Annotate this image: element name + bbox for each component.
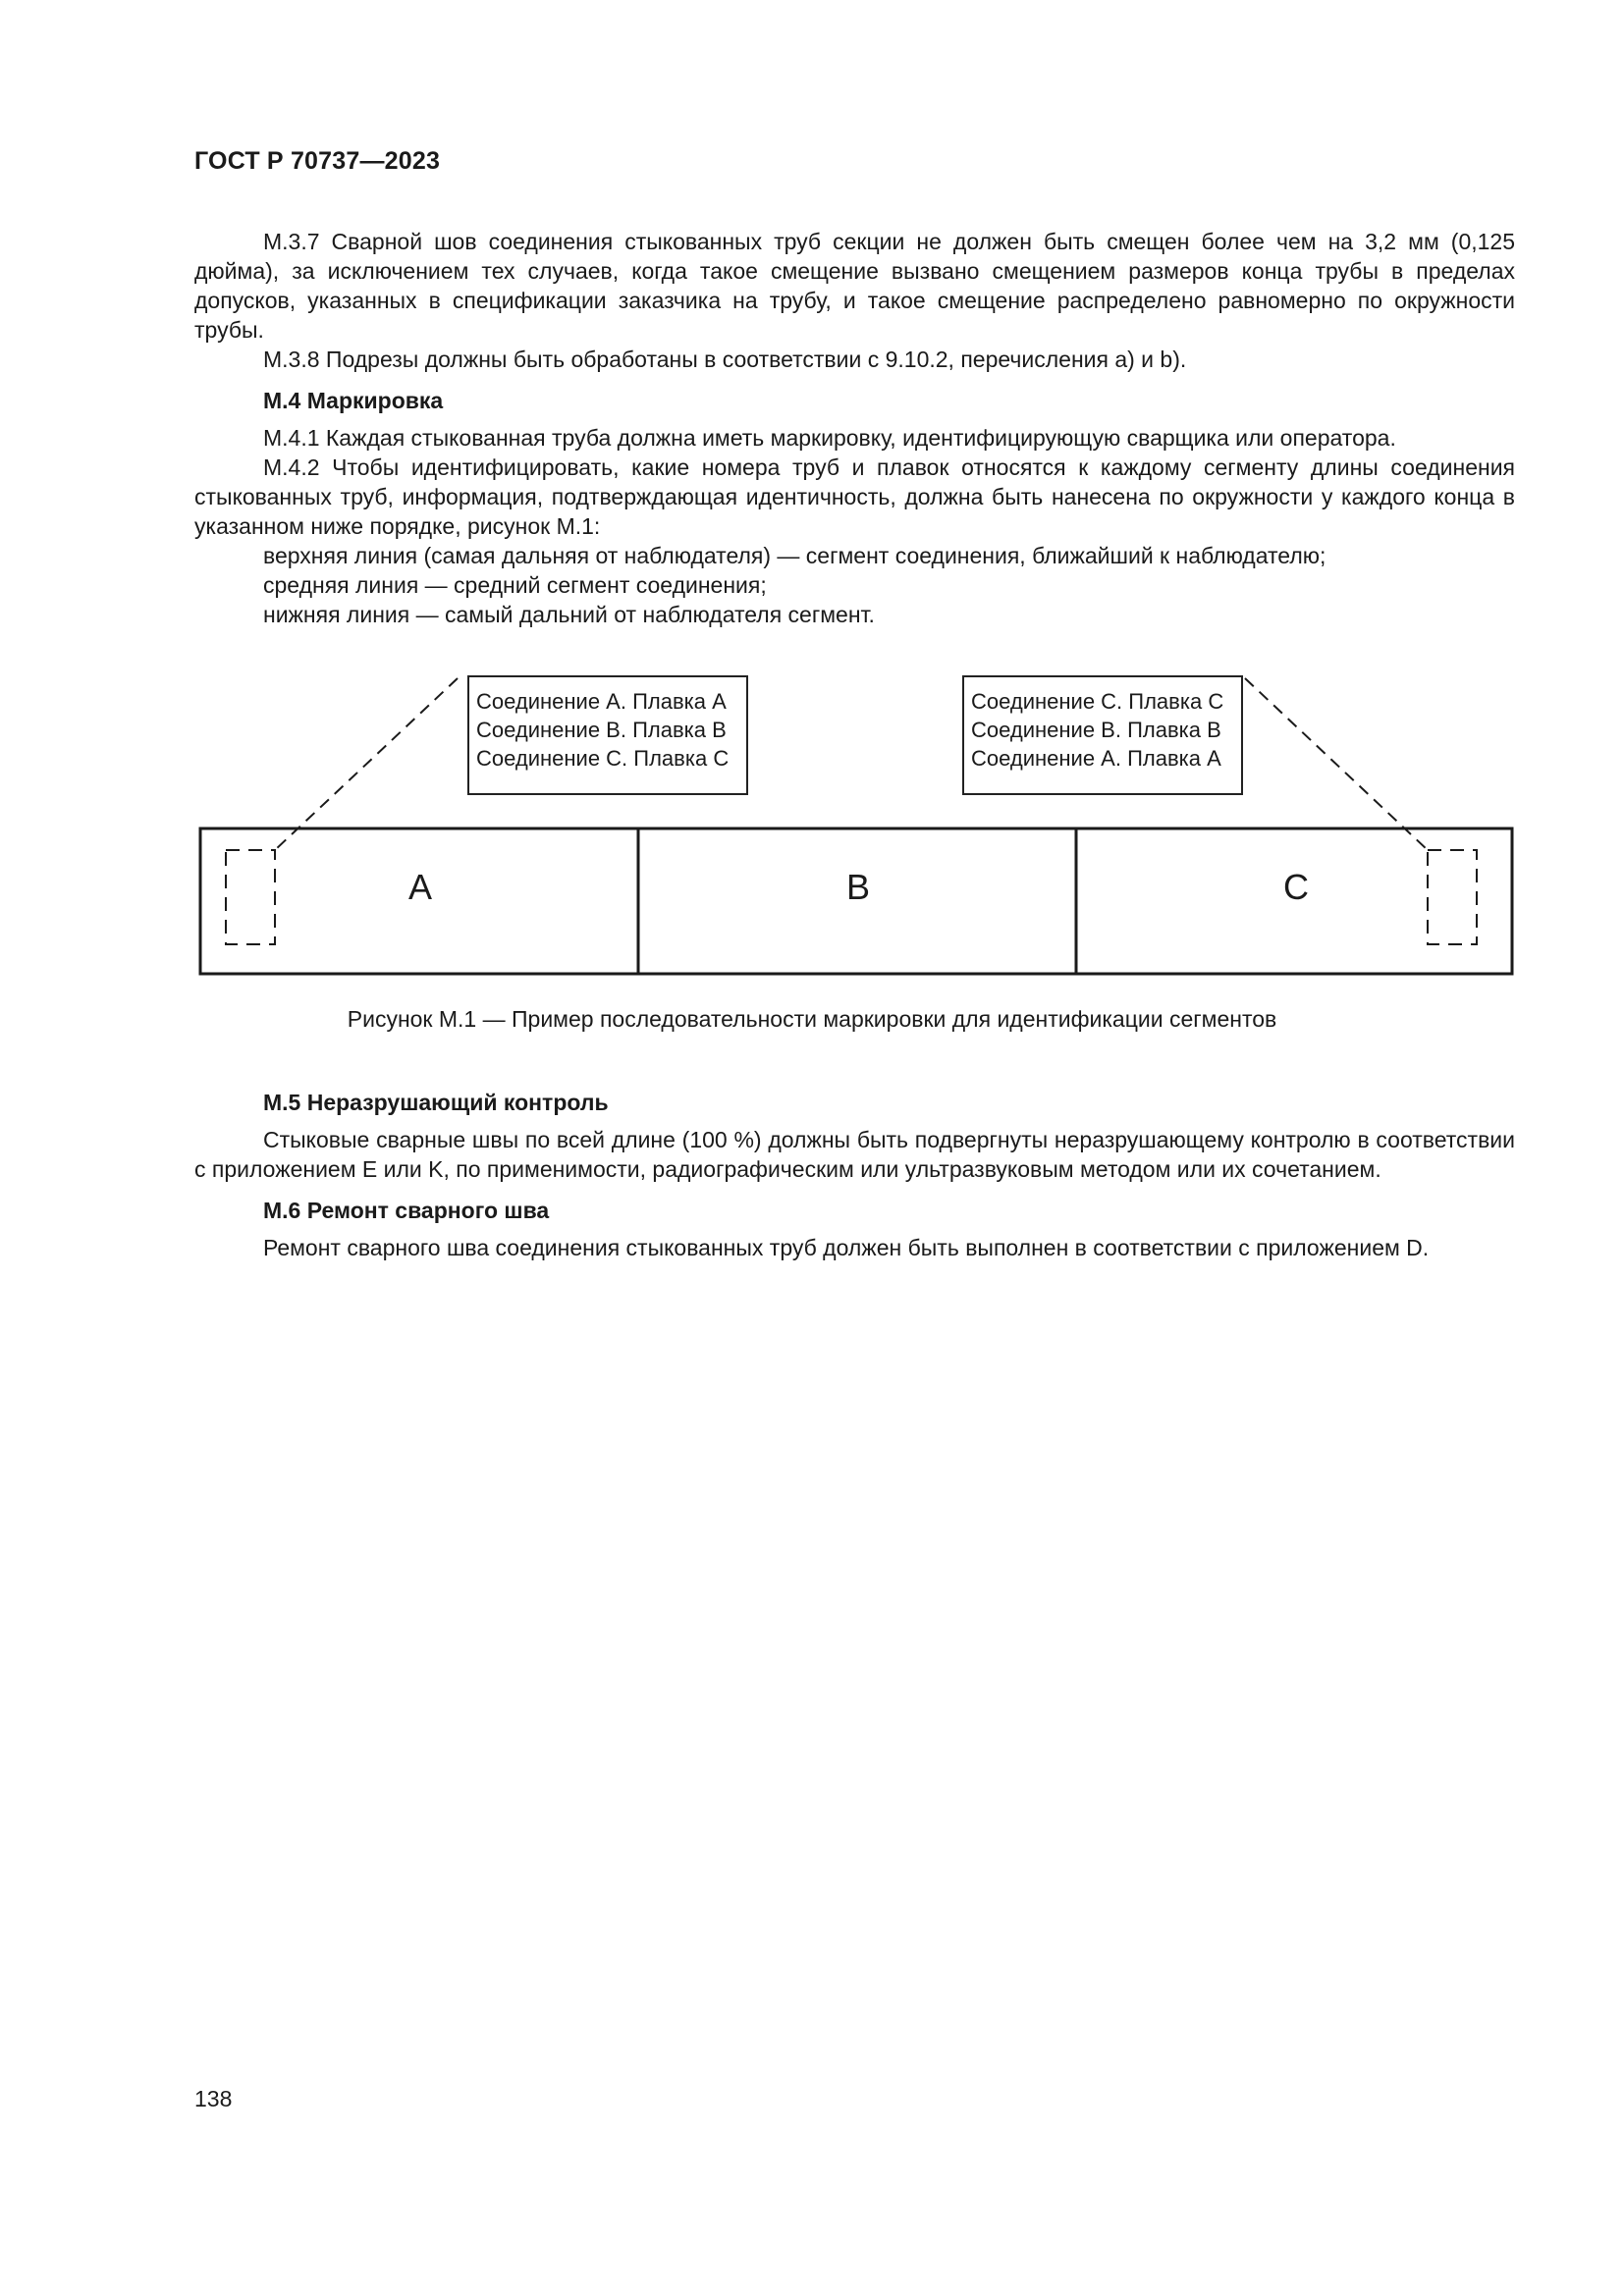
marking-line-top: верхняя линия (самая дальняя от наблюдателя) — сегмент соединения, ближайший к наблюдателю; [263, 543, 1326, 568]
left-label-line-3: Соединение С. Плавка С [476, 746, 730, 771]
paragraph-m4-1: М.4.1 Каждая стыкованная труба должна иметь маркировку, идентифицирующую сварщика или оператора. [263, 425, 1396, 451]
right-marking-area [1428, 850, 1477, 944]
left-marking-label [467, 675, 748, 795]
left-leader-line [275, 678, 458, 850]
upper-text-block [194, 227, 1515, 629]
section-heading-m6: М.6 Ремонт сварного шва [263, 1198, 550, 1223]
left-marking-area [226, 850, 275, 944]
left-label-line-1: Соединение А. Плавка А [476, 689, 727, 714]
document-header: ГОСТ Р 70737—2023 [194, 147, 441, 175]
right-label-line-1: Соединение С. Плавка С [971, 689, 1224, 714]
right-label-line-3: Соединение А. Плавка А [971, 746, 1221, 771]
figure-caption: Рисунок М.1 — Пример последовательности маркировки для идентификации сегментов [347, 1006, 1277, 1032]
section-heading-m4: М.4 Маркировка [263, 388, 444, 413]
right-marking-label [962, 675, 1243, 795]
figure-m1 [192, 666, 1520, 980]
left-label-line-2: Соединение В. Плавка В [476, 718, 727, 742]
paragraph-m5: Стыковые сварные швы по всей длине (100 %) должны быть подвергнуты неразрушающему контролю в соответствии с приложением Е или K, по применимости, радиографическим или ультразвуковым методом или их сочетанием. [194, 1127, 1515, 1182]
marking-line-middle: средняя линия — средний сегмент соединения; [263, 572, 767, 598]
page-number: 138 [194, 2086, 233, 2111]
pipe-diagram [192, 666, 1520, 980]
right-leader-line [1245, 678, 1428, 850]
section-heading-m5: М.5 Неразрушающий контроль [263, 1090, 609, 1115]
paragraph-m6: Ремонт сварного шва соединения стыкованных труб должен быть выполнен в соответствии с приложением D. [263, 1235, 1430, 1260]
lower-text-block [194, 1088, 1515, 1262]
segment-label-a: A [407, 867, 433, 907]
paragraph-m4-2: М.4.2 Чтобы идентифицировать, какие номера труб и плавок относятся к каждому сегменту длины соединения стыкованных труб, информация, подтверждающая идентичность, должна быть нанесена по окружности у каждого конца в указанном ниже порядке, рисунок М.1: [194, 454, 1515, 539]
marking-line-bottom: нижняя линия — самый дальний от наблюдателя сегмент. [263, 602, 875, 627]
paragraph-m3-8: М.3.8 Подрезы должны быть обработаны в соответствии с 9.10.2, перечисления а) и b). [263, 347, 1187, 372]
right-label-line-2: Соединение В. Плавка В [971, 718, 1221, 742]
segment-label-c: C [1283, 867, 1309, 907]
segment-label-b: B [845, 867, 871, 907]
paragraph-m3-7: М.3.7 Сварной шов соединения стыкованных труб секции не должен быть смещен более чем на 3,2 мм (0,125 дюйма), за исключением тех случаев, когда такое смещение вызвано смещением размеров конца трубы в пределах допусков, указанных в спецификации заказчика на трубу, и такое смещение распределено равномерно по окружности трубы. [194, 229, 1515, 343]
